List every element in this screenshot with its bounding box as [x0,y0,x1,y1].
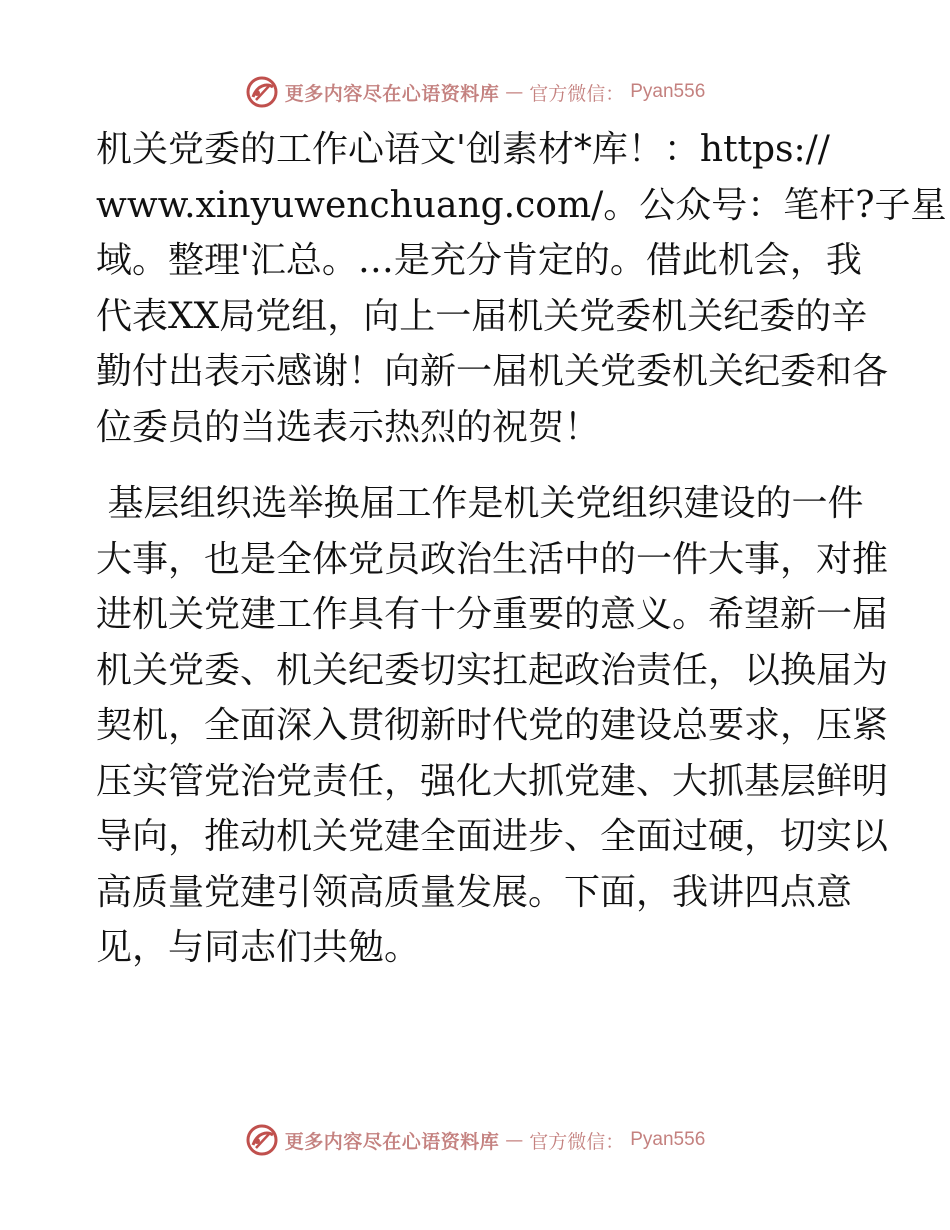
paragraph-line: 导向，推动机关党建全面进步、全面过硬，切实以 [96,816,889,857]
paragraph-line: 位委员的当选表示热烈的祝贺！ [96,406,601,448]
paragraph-line: 大事，也是全体党员政治生活中的一件大事，对推 [96,538,889,580]
paragraph-line: 机关党委的工作心语文'创素材*库！：https:// [96,129,830,170]
page-footer-banner [0,1120,950,1160]
paragraph-line: 见，与同志们共勉。 [96,927,421,968]
paragraph-line: 契机，全面深入贯彻新时代党的建设总要求，压紧 [96,705,889,746]
header-wechat-id: Pyan556 [630,81,706,102]
paragraph-line: 代表XX局党组，向上一届机关党委机关纪委的辛 [96,295,868,337]
paragraph-line: 高质量党建引领高质量发展。下面，我讲四点意 [96,871,853,913]
footer-separator: — [505,1129,524,1151]
document-body [96,122,947,976]
header-brand-text: 更多内容尽在心语资料库 [284,82,500,105]
paragraph-line: 压实管党治党责任，强化大抓党建、大抓基层鲜明 [96,760,889,802]
page-header-banner [0,72,950,112]
footer-wechat-id: Pyan556 [630,1129,706,1150]
header-separator: — [505,81,524,103]
footer-wechat-label: 官方微信： [529,1130,625,1153]
paragraph-line: 域。整理'汇总。…是充分肯定的。借此机会，我 [96,240,862,281]
paragraph-line: 进机关党建工作具有十分重要的意义。希望新一届 [96,594,889,635]
paragraph-2 [96,476,889,976]
paragraph-line: 勤付出表示感谢！向新一届机关党委机关纪委和各 [96,351,889,392]
paragraph-line: www.xinyuwenchuang.com/。公众号：笔杆?子星 [96,184,947,226]
footer-brand-text: 更多内容尽在心语资料库 [284,1130,500,1153]
brand-logo-icon [245,1123,279,1157]
paragraph-line: 机关党委、机关纪委切实扛起政治责任，以换届为 [96,649,889,691]
header-wechat-label: 官方微信： [529,82,625,105]
paragraph-1 [96,122,947,455]
brand-logo-icon [245,75,279,109]
paragraph-line: 基层组织选举换届工作是机关党组织建设的一件 [96,483,864,524]
